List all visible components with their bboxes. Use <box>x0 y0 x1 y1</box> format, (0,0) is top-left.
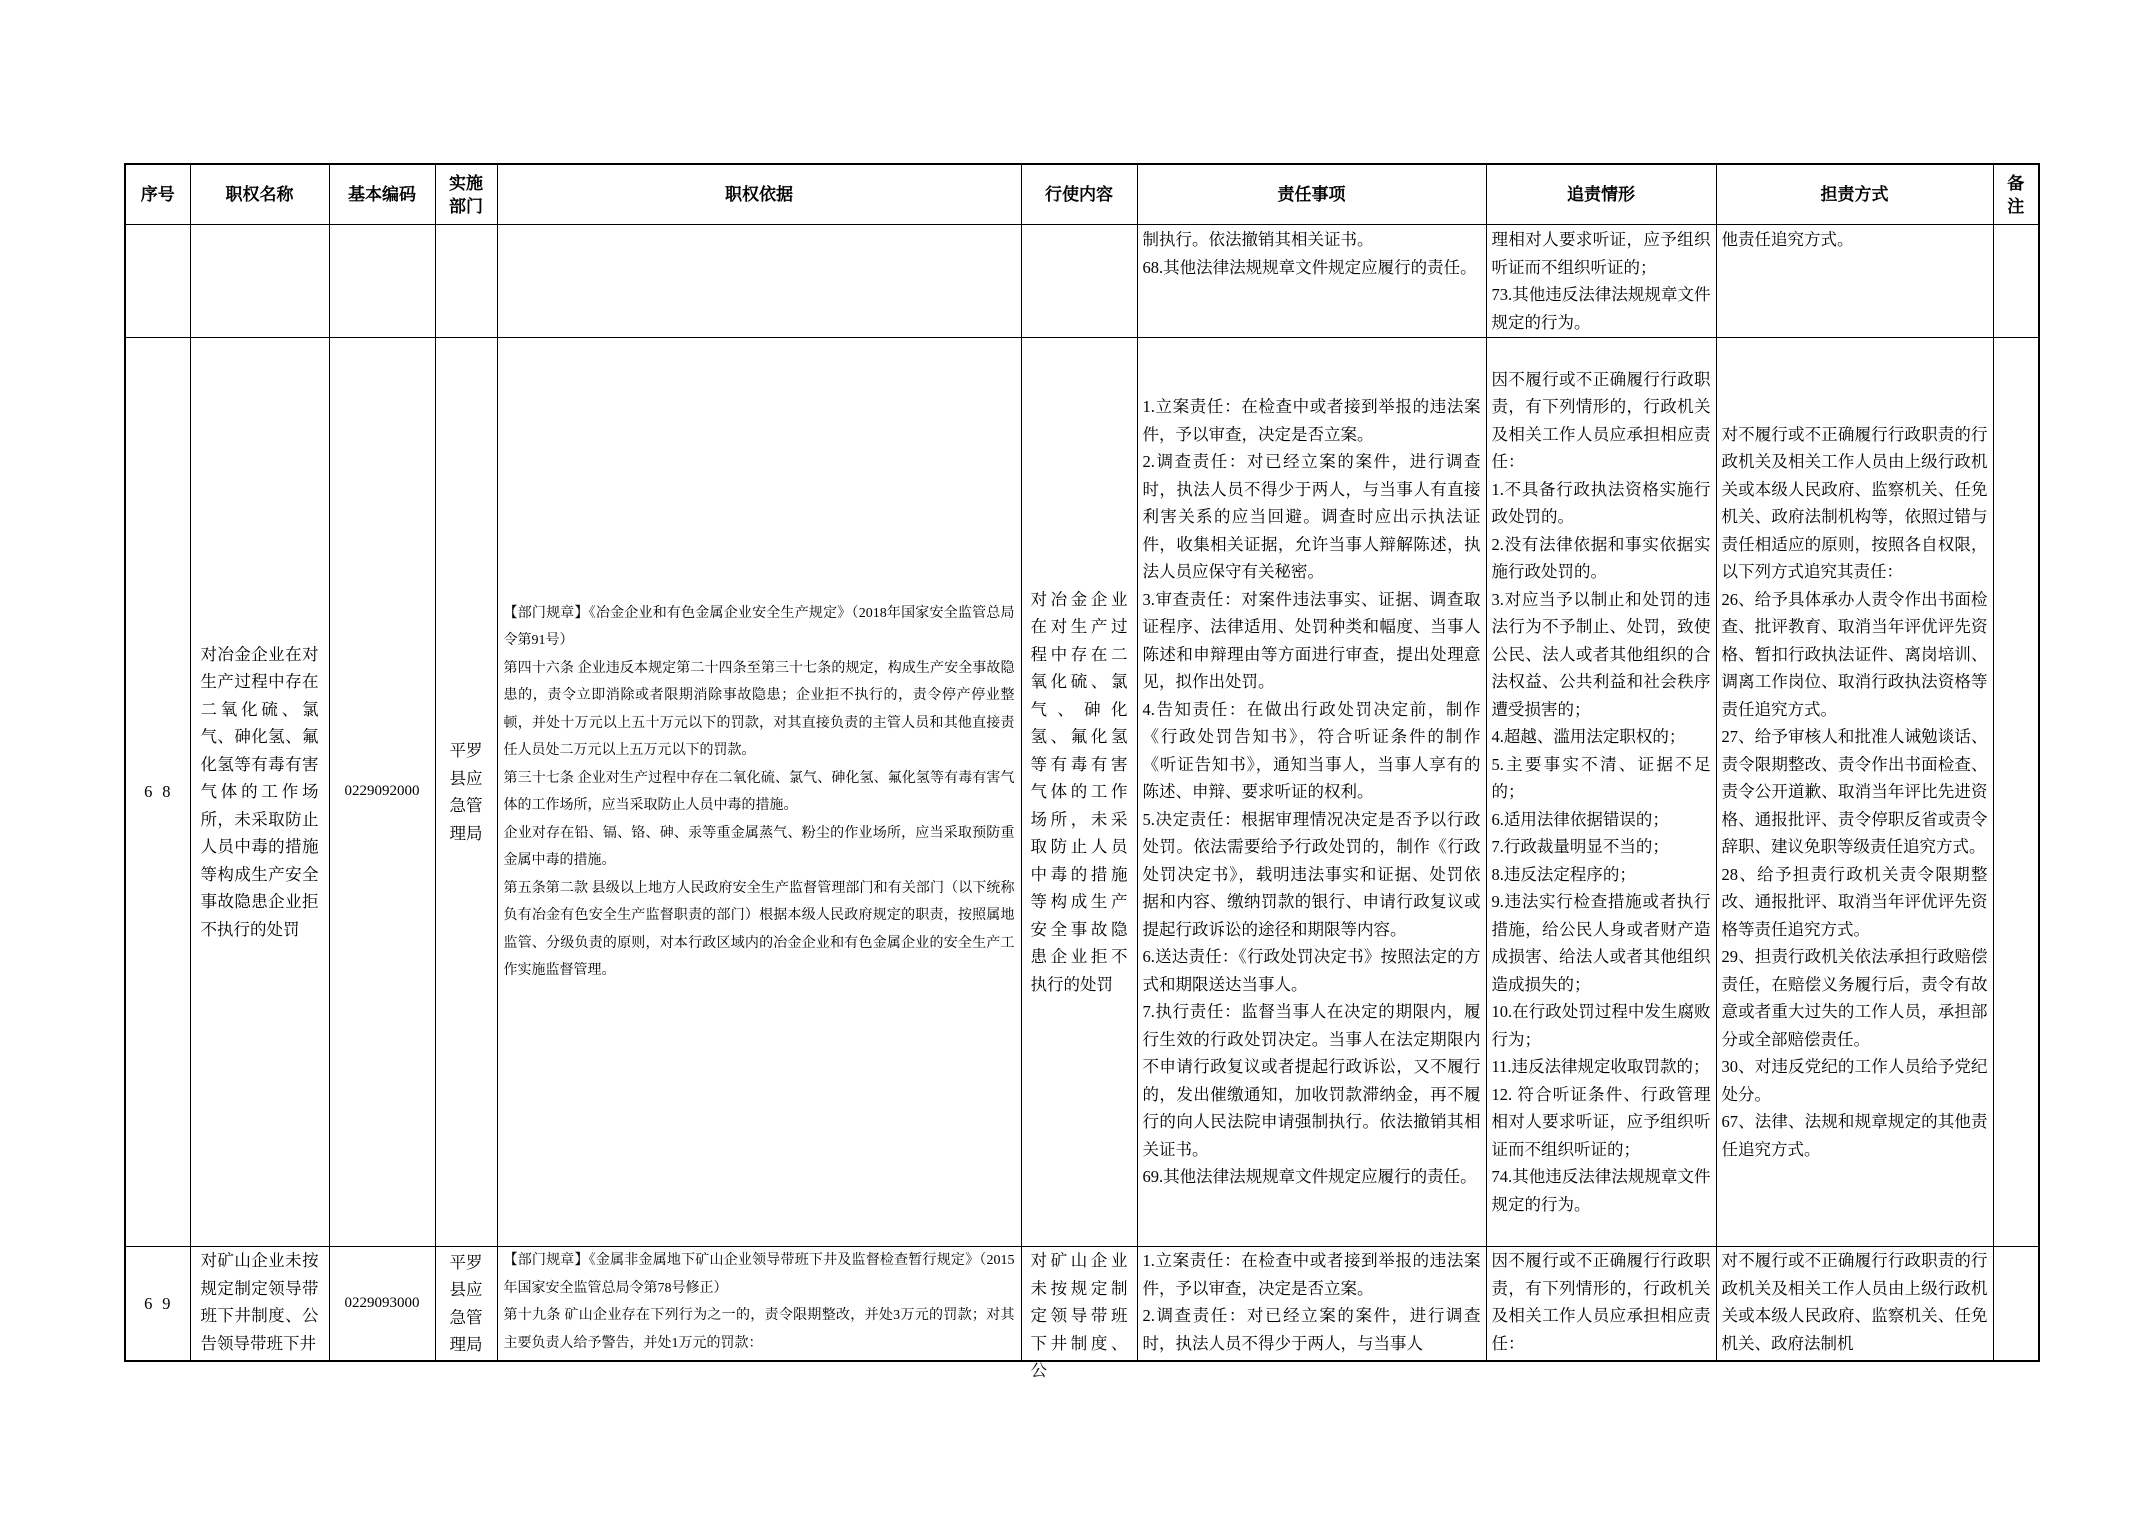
duty-item: 6.送达责任：《行政处罚决定书》按照法定的方式和期限送达当事人。 <box>1142 947 1481 994</box>
legal-basis <box>497 1247 1021 1362</box>
legal-basis <box>497 338 1021 1247</box>
accountability <box>1486 1247 1716 1362</box>
legal-basis-paragraph: 企业对存在铅、镉、铬、砷、汞等重金属蒸气、粉尘的作业场所，应当采取预防重金属中毒的措施。 <box>503 825 1015 868</box>
basic-code-text: 0229092000 <box>344 783 420 800</box>
header-label: 职权依据 <box>725 185 793 204</box>
accountability-item: 因不履行或不正确履行行政职责，有下列情形的，行政机关及相关工作人员应承担相应责任： <box>1491 1251 1711 1353</box>
accountability-item: 理相对人要求听证，应予组织听证而不组织听证的； <box>1491 230 1711 277</box>
table-row <box>125 1247 2039 1362</box>
accountability-item: 11.违反法律规定收取罚款的； <box>1491 1057 1710 1077</box>
liability-item: 他责任追究方式。 <box>1721 230 1854 249</box>
header-liability <box>1716 164 1993 225</box>
accountability-item: 9.违法实行检查措施或者执行措施，给公民人身或者财产造成损害、给法人或者其他组织造成损失的； <box>1491 892 1711 994</box>
exercise-content <box>1021 1247 1137 1380</box>
header-accountability <box>1486 164 1716 225</box>
header-label: 基本编码 <box>348 185 416 204</box>
duties <box>1137 225 1486 338</box>
legal-basis-paragraph: 第三十七条 企业对生产过程中存在二氧化硫、氯气、砷化氢、氟化氢等有毒有害气体的工作场所，应当采取防止人员中毒的措施。 <box>503 770 1015 813</box>
remarks <box>1993 1247 2039 1362</box>
header-legal-basis <box>497 164 1021 225</box>
header-label: 职权名称 <box>225 185 294 204</box>
table-row <box>125 338 2039 1247</box>
duties <box>1137 1247 1486 1362</box>
header-label: 担责方式 <box>1820 185 1889 204</box>
header-department <box>435 164 497 225</box>
header-exercise-content <box>1021 164 1137 225</box>
row-index <box>125 225 190 338</box>
legal-basis-paragraph: 第十九条 矿山企业存在下列行为之一的，责令限期整改，并处3万元的罚款；对其主要负责人给予警告，并处1万元的罚款： <box>503 1308 1015 1351</box>
basic-code-text: 0229093000 <box>344 1294 420 1311</box>
header-label: 行使内容 <box>1045 185 1113 204</box>
liability-item: 26、给予具体承办人责令作出书面检查、批评教育、取消当年评优评先资格、暂扣行政执法证件、离岗培训、调离工作岗位、取消行政执法资格等责任追究方式。 <box>1721 589 1988 719</box>
power-responsibility-table <box>124 163 2040 1380</box>
row-index-text: 68 <box>144 782 181 802</box>
accountability-item: 6.适用法律依据错误的； <box>1491 809 1669 829</box>
liability-item: 27、给予审核人和批准人诫勉谈话、责令限期整改、责令作出书面检查、责令公开道歉、取消当年评比先进资格、通报批评、责令停职反省或责令辞职、建议免职等级责任追究方式。 <box>1721 727 1988 857</box>
duty-item: 制执行。依法撤销其相关证书。 <box>1142 230 1374 249</box>
row-index <box>125 1247 190 1362</box>
basic-code <box>329 1247 435 1362</box>
accountability-item: 3.对应当予以制止和处罚的违法行为不予制止、处罚，致使公民、法人或者其他组织的合法权益、公共利益和社会秩序遭受损害的； <box>1491 589 1711 719</box>
exercise-content-text: 对冶金企业在对生产过程中存在二氧化硫、氯气、砷化氢、氟化氢等有毒有害气体的工作场所，未采取防止人员中毒的措施等构成生产安全事故隐患企业拒不执行的处罚 <box>1030 589 1128 994</box>
duty-item: 3.审查责任：对案件违法事实、证据、调查取证程序、法律适用、处罚种类和幅度、当事人陈述和申辩理由等方面进行审查，提出处理意见，拟作出处罚。 <box>1142 589 1481 692</box>
header-label: 序号 <box>140 185 175 204</box>
header-index <box>125 164 190 225</box>
table-row <box>125 225 2039 338</box>
legal-basis-paragraph: 第五条第二款 县级以上地方人民政府安全生产监督管理部门和有关部门（以下统称负有冶金有色安全生产监督职责的部门）根据本级人民政府规定的职责，按照属地监管、分级负责的原则，对本行政区域内的冶金企业和有色金属企业的安全生产工作实施监督管理。 <box>503 880 1015 978</box>
power-name <box>190 225 329 338</box>
exercise-content-text: 对矿山企业未按规定制定领导带班下井制度、公 <box>1030 1251 1128 1380</box>
header-label: 追责情形 <box>1567 185 1635 204</box>
duty-item: 1.立案责任：在检查中或者接到举报的违法案件，予以审查，决定是否立案。 <box>1142 397 1481 444</box>
department <box>435 225 497 338</box>
remarks <box>1993 225 2039 338</box>
accountability <box>1486 338 1716 1247</box>
liability-item: 对不履行或不正确履行行政职责的行政机关及相关工作人员由上级行政机关或本级人民政府、监察机关、任免机关、政府法制机 <box>1721 1251 1988 1353</box>
exercise-content <box>1021 225 1137 338</box>
liability-item: 28、给予担责行政机关责令限期整改、通报批评、取消当年评优评先资格等责任追究方式。 <box>1721 864 1988 939</box>
accountability-item: 10.在行政处罚过程中发生腐败行为； <box>1491 1002 1711 1049</box>
accountability-item: 1.不具备行政执法资格实施行政处罚的。 <box>1491 479 1711 527</box>
power-name <box>190 338 329 1247</box>
liability <box>1716 1247 1993 1362</box>
accountability-item: 73.其他违反法律法规规章文件规定的行为。 <box>1491 285 1711 332</box>
header-label: 实施部门 <box>449 173 483 216</box>
duty-item: 1.立案责任：在检查中或者接到举报的违法案件，予以审查，决定是否立案。 <box>1142 1251 1481 1298</box>
header-basic-code <box>329 164 435 225</box>
department-text: 平罗县应急管理局 <box>449 741 483 843</box>
accountability-item: 4.超越、滥用法定职权的； <box>1491 727 1686 747</box>
accountability-item: 8.违反法定程序的； <box>1491 864 1636 884</box>
accountability-item: 12. 符合听证条件、行政管理相对人要求听证，应予组织听证而不组织听证的； <box>1491 1084 1711 1159</box>
liability <box>1716 225 1993 338</box>
liability-item: 30、对违反党纪的工作人员给予党纪处分。 <box>1721 1057 1988 1104</box>
accountability-item: 74.其他违反法律法规规章文件规定的行为。 <box>1491 1167 1711 1214</box>
accountability-item: 因不履行或不正确履行行政职责，有下列情形的，行政机关及相关工作人员应承担相应责任： <box>1491 369 1711 472</box>
header-duties <box>1137 164 1486 225</box>
liability-item: 29、担责行政机关依法承担行政赔偿责任，在赔偿义务履行后，责令有故意或者重大过失的工作人员，承担部分或全部赔偿责任。 <box>1721 947 1988 1049</box>
basic-code <box>329 225 435 338</box>
department <box>435 338 497 1247</box>
legal-basis <box>497 225 1021 338</box>
power-name-text: 对冶金企业在对生产过程中存在二氧化硫、氯气、砷化氢、氟化氢等有毒有害气体的工作场所，未采取防止人员中毒的措施等构成生产安全事故隐患企业拒不执行的处罚 <box>200 644 319 939</box>
row-index-text: 69 <box>144 1293 181 1313</box>
legal-basis-paragraph: 【部门规章】《冶金企业和有色金属企业安全生产规定》（2018年国家安全监管总局令第91号） <box>503 605 1015 648</box>
basic-code <box>329 338 435 1247</box>
duty-item: 4.告知责任：在做出行政处罚决定前，制作《行政处罚告知书》，符合听证条件的制作《听证告知书》，通知当事人，当事人享有的陈述、申辩、要求听证的权利。 <box>1142 699 1481 802</box>
header-label: 责任事项 <box>1277 185 1346 204</box>
header-label: 备注 <box>2007 173 2025 216</box>
duty-item: 2.调查责任：对已经立案的案件，进行调查时，执法人员不得少于两人，与当事人 <box>1142 1306 1481 1353</box>
duty-item: 69.其他法律法规规章文件规定应履行的责任。 <box>1142 1167 1477 1187</box>
header-power-name <box>190 164 329 225</box>
liability-item: 对不履行或不正确履行行政职责的行政机关及相关工作人员由上级行政机关或本级人民政府、监察机关、任免机关、政府法制机构等，依照过错与责任相适应的原则，按照各自权限，以下列方式追究其责任： <box>1721 424 1988 582</box>
table-header-row <box>125 164 2039 225</box>
accountability <box>1486 225 1716 338</box>
header-remarks <box>1993 164 2039 225</box>
exercise-content <box>1021 338 1137 1247</box>
liability-item: 67、法律、法规和规章规定的其他责任追究方式。 <box>1721 1112 1988 1159</box>
power-name <box>190 1247 329 1362</box>
department <box>435 1247 497 1362</box>
department-text: 平罗县应急管理局 <box>449 1252 483 1354</box>
accountability-item: 2.没有法律依据和事实依据实施行政处罚的。 <box>1491 534 1711 582</box>
duties <box>1137 338 1486 1247</box>
power-name-text: 对矿山企业未按规定制定领导带班下井制度、公告领导带班下井 <box>200 1251 319 1353</box>
duty-item: 2.调查责任：对已经立案的案件，进行调查时，执法人员不得少于两人，与当事人有直接利害关系的应当回避。调查时应出示执法证件，收集相关证据，允许当事人辩解陈述，执法人员应保守有关秘密。 <box>1142 452 1481 582</box>
row-index <box>125 338 190 1247</box>
accountability-item: 5.主要事实不清、证据不足的； <box>1491 754 1711 802</box>
liability <box>1716 338 1993 1247</box>
accountability-item: 7.行政裁量明显不当的； <box>1491 837 1669 857</box>
duty-item: 5.决定责任：根据审理情况决定是否予以行政处罚。依法需要给予行政处罚的，制作《行政处罚决定书》，载明违法事实和证据、处罚依据和内容、缴纳罚款的银行、申请行政复议或提起行政诉讼的途径和期限等内容。 <box>1142 809 1481 939</box>
legal-basis-paragraph: 第四十六条 企业违反本规定第二十四条至第三十七条的规定，构成生产安全事故隐患的，责令立即消除或者限期消除事故隐患；企业拒不执行的，责令停产停业整顿，并处十万元以上五十万元以下的罚款，对其直接负责的主管人员和其他直接责任人员处二万元以上五万元以下的罚款。 <box>503 660 1015 758</box>
remarks <box>1993 338 2039 1247</box>
legal-basis-paragraph: 【部门规章】《金属非金属地下矿山企业领导带班下井及监督检查暂行规定》（2015年国家安全监管总局令第78号修正） <box>503 1253 1015 1296</box>
duty-item: 7.执行责任：监督当事人在决定的期限内，履行生效的行政处罚决定。当事人在法定期限内不申请行政复议或者提起行政诉讼，又不履行的，发出催缴通知，加收罚款滞纳金，再不履行的向人民法院申请强制执行。依法撤销其相关证书。 <box>1142 1002 1481 1159</box>
duty-item: 68.其他法律法规规章文件规定应履行的责任。 <box>1142 257 1477 277</box>
